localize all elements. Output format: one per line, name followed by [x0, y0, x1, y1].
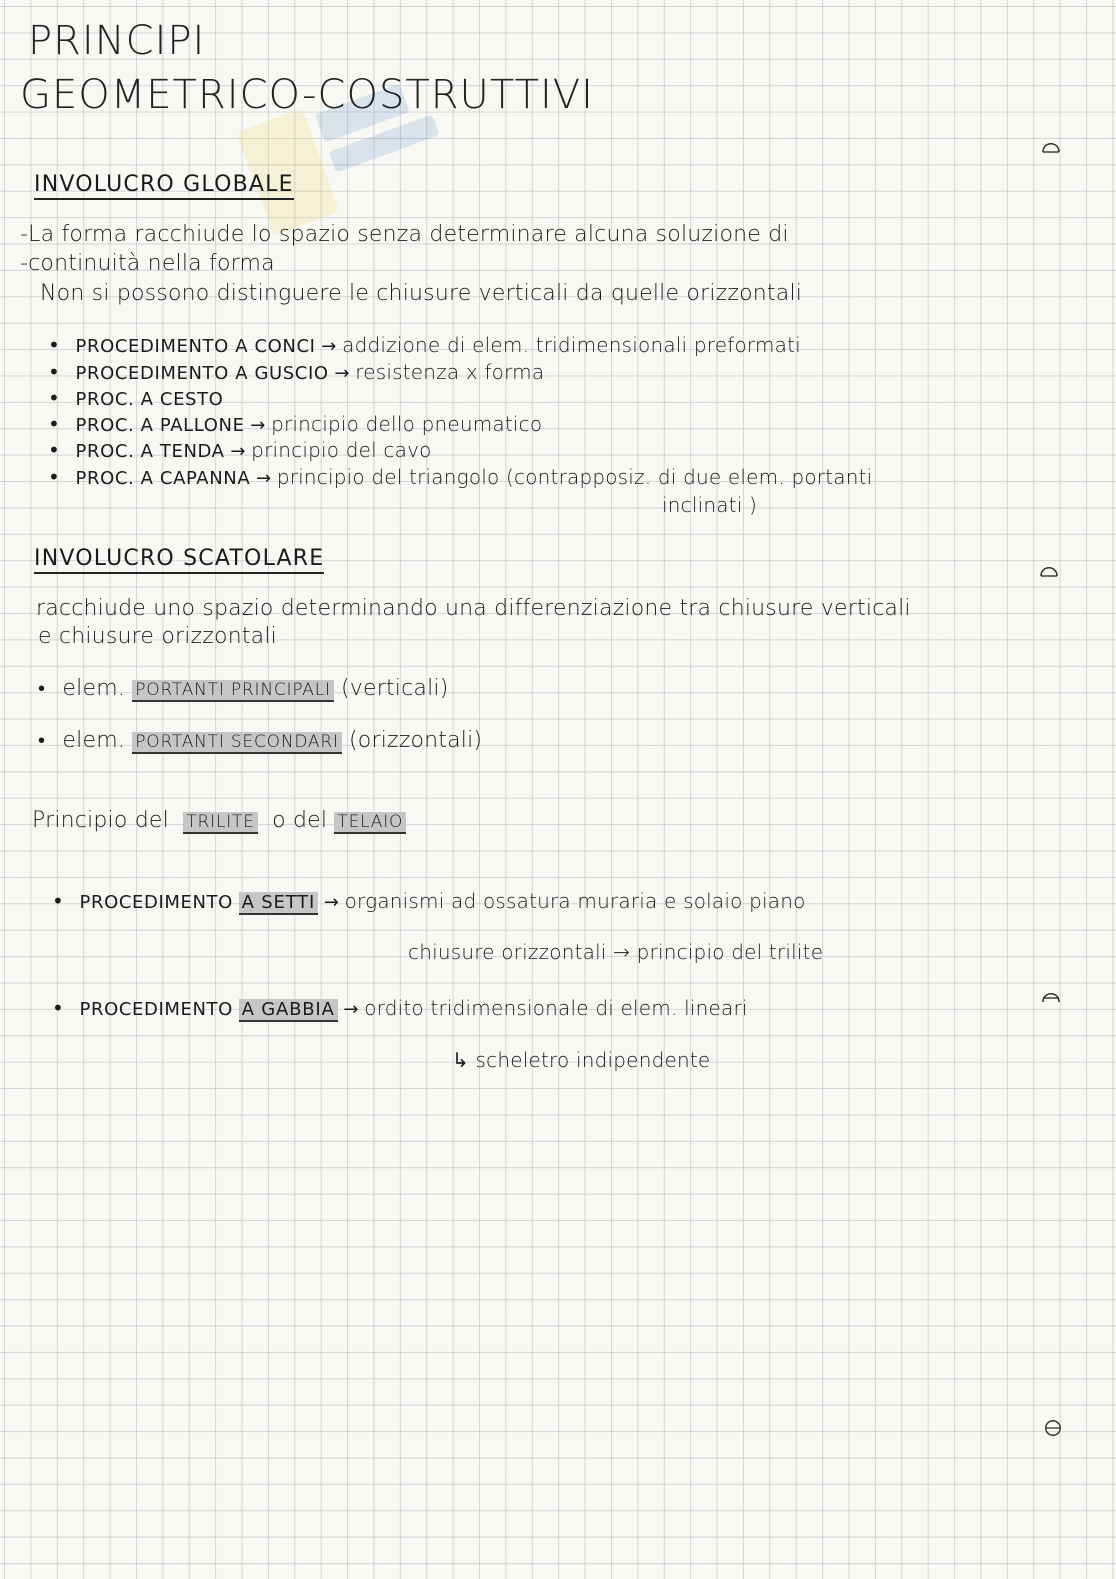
margin-mark-icon — [1040, 138, 1062, 158]
list-item-continuation: inclinati ) — [662, 493, 758, 517]
highlight-tag: PORTANTI PRINCIPALI — [132, 680, 334, 702]
list-item: • elem. PORTANTI SECONDARI (orizzontali) — [38, 728, 482, 753]
highlight-tag: PORTANTI SECONDARI — [132, 732, 342, 754]
paragraph-text: e chiusure orizzontali — [38, 624, 277, 649]
paragraph-line — [20, 222, 789, 247]
list-item: • PROCEDIMENTO A SETTI → organismi ad ossatura muraria e solaio piano — [52, 889, 806, 913]
highlight-tag: A GABBIA — [239, 999, 338, 1022]
list-item: • PROCEDIMENTO A GABBIA → ordito tridimensionale di elem. lineari — [52, 996, 748, 1020]
list-item: • PROCEDIMENTO A CONCI → addizione di elem. tridimensionali preformati — [48, 333, 801, 357]
highlight-tag: TELAIO — [334, 812, 406, 834]
sub-arrow-icon: ↳ — [452, 1048, 469, 1072]
list-item: • elem. PORTANTI PRINCIPALI (verticali) — [38, 676, 449, 701]
margin-mark-icon — [1040, 988, 1062, 1008]
margin-mark-icon — [1038, 562, 1060, 582]
paragraph-text: La forma racchiude lo spazio senza determinare alcuna soluzione di — [28, 222, 789, 247]
list-item-sub: chiusure orizzontali → principio del trilite — [408, 940, 824, 964]
dash-bullet: - — [20, 222, 29, 247]
paragraph-text: racchiude uno spazio determinando una differenziazione tra chiusure verticali — [36, 596, 911, 621]
list-item-sub: ↳ scheletro indipendente — [452, 1048, 711, 1072]
list-item: • PROC. A CAPANNA → principio del triangolo (contrapposiz. di due elem. portanti — [48, 465, 872, 489]
list-item: • PROC. A CESTO — [48, 386, 223, 410]
page-title-line-1: PRINCIPI — [28, 18, 206, 64]
paragraph-text: Non si possono distinguere le chiusure verticali da quelle orizzontali — [40, 281, 803, 306]
list-item: • PROCEDIMENTO A GUSCIO → resistenza x forma — [48, 360, 544, 384]
dash-bullet: - — [20, 251, 29, 276]
margin-mark-icon — [1042, 1418, 1064, 1438]
highlight-tag: A SETTI — [239, 892, 318, 915]
section-heading-involucro-scatolare: INVOLUCRO SCATOLARE — [34, 546, 324, 574]
page-title-line-2: GEOMETRICO-COSTRUTTIVI — [20, 72, 594, 118]
list-item: • PROC. A PALLONE → principio dello pneumatico — [48, 412, 542, 436]
list-item: • PROC. A TENDA → principio del cavo — [48, 438, 432, 462]
paragraph-line — [20, 251, 275, 276]
highlight-tag: TRILITE — [183, 812, 257, 834]
principle-line: Principio del TRILITE o del TELAIO — [32, 808, 406, 833]
section-heading-involucro-globale: INVOLUCRO GLOBALE — [34, 172, 294, 200]
paragraph-text: continuità nella forma — [28, 251, 275, 276]
